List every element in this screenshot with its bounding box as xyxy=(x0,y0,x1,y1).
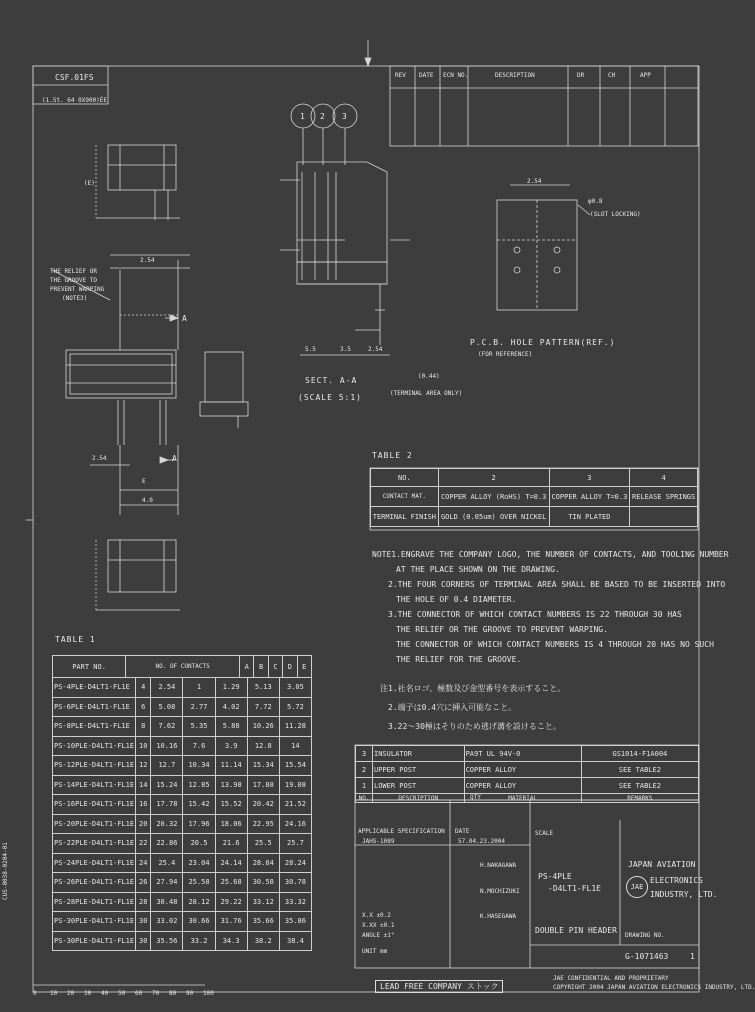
note-line: AT THE PLACE SHOWN ON THE DRAWING. xyxy=(396,565,560,574)
note-line: 3.THE CONNECTOR OF WHICH CONTACT NUMBERS IS 22 THROUGH 30 HAS xyxy=(388,610,682,619)
table1-cell: 15.42 xyxy=(183,795,215,815)
table1-cell: 12.85 xyxy=(183,775,215,795)
company-name-3: INDUSTRY, LTD. xyxy=(650,890,718,899)
tolerance-2: X.XX ±0.1 xyxy=(362,922,395,929)
approved-by: K.HASEGAWA xyxy=(480,913,517,920)
table1-cell: 28 xyxy=(136,892,151,912)
table1-cell: 17.78 xyxy=(151,795,183,815)
table1-head: B xyxy=(254,656,268,678)
relief-note-4: (NOTE3) xyxy=(62,295,88,302)
table1-row xyxy=(53,717,312,737)
dim-55: 5.5 xyxy=(305,346,316,353)
ruler-label: 40 xyxy=(101,990,109,997)
table1-cell: 17.88 xyxy=(247,775,279,795)
table1-cell: 7.6 xyxy=(183,736,215,756)
ruler-label: 70 xyxy=(152,990,160,997)
model-number-suffix: -D4LT1-FL1E xyxy=(548,884,601,893)
top-left-code: CSF.01FS xyxy=(55,73,94,82)
table1-cell: 30.58 xyxy=(247,873,279,893)
note-line: THE CONNECTOR OF WHICH CONTACT NUMBERS IS 4 THROUGH 20 HAS NO SUCH xyxy=(396,640,714,649)
table1-cell: 30 xyxy=(136,931,151,951)
table1-cell: 29.22 xyxy=(215,892,247,912)
table1-cell: 33.12 xyxy=(247,892,279,912)
front-view-body xyxy=(108,145,176,190)
table1-cell: 16 xyxy=(136,795,151,815)
table1-row xyxy=(53,931,312,951)
bom-material: COPPER ALLOY xyxy=(464,778,581,794)
dim-slot-note: (SLOT LOCKING) xyxy=(590,211,641,218)
table1-cell: 12.8 xyxy=(247,736,279,756)
note-line: THE RELIEF FOR THE GROOVE. xyxy=(396,655,522,664)
dim-hole-dia: φ0.8 xyxy=(588,198,603,205)
table1-cell: 25.5 xyxy=(247,834,279,854)
table2 xyxy=(370,468,698,527)
table1-head: E xyxy=(297,656,311,678)
table1-cell: 21.52 xyxy=(279,795,311,815)
table1-cell: 4 xyxy=(136,678,151,698)
table1-cell: 20 xyxy=(136,814,151,834)
table1-row xyxy=(53,775,312,795)
date-label: DATE xyxy=(455,828,470,835)
table2-head: 3 xyxy=(549,469,630,487)
table1-cell: 30.48 xyxy=(151,892,183,912)
jp-note-line: 2.端子は0.4穴に挿入可能なこと。 xyxy=(388,703,517,712)
table2-head: 2 xyxy=(438,469,549,487)
bom-material: COPPER ALLOY xyxy=(464,762,581,778)
table1-cell: PS-20PLE-D4LT1-FL1E xyxy=(53,814,136,834)
table1-cell: 22 xyxy=(136,834,151,854)
table1-cell: 15.52 xyxy=(215,795,247,815)
table1-cell: 10.16 xyxy=(151,736,183,756)
relief-note-3: PREVENT WARPING xyxy=(50,286,105,293)
tolerance-1: X.X ±0.2 xyxy=(362,912,391,919)
table1-cell: 33.2 xyxy=(183,931,215,951)
ruler-label: 90 xyxy=(186,990,194,997)
revision-block xyxy=(390,66,698,146)
rev-col-dr: DR xyxy=(577,72,585,79)
jp-note-line: 注1.社名ロゴ、極数及び金型番号を表示すること。 xyxy=(380,684,566,693)
footer-confidential: JAE CONFIDENTIAL AND PROPRIETARY xyxy=(553,975,669,982)
bom-no: 1 xyxy=(356,778,373,794)
company-logo-icon: JAE xyxy=(626,876,648,898)
section-mark-a-bottom: A xyxy=(172,454,177,463)
side-view-body xyxy=(205,352,243,402)
table1-cell: 11.28 xyxy=(279,717,311,737)
table1-cell: 15.34 xyxy=(247,756,279,776)
bom-head-qty: QTY xyxy=(470,794,481,801)
ruler-label: 60 xyxy=(135,990,143,997)
dim-044: (0.44) xyxy=(418,373,440,380)
scale-label: SCALE xyxy=(535,830,554,837)
dim-35: 3.5 xyxy=(340,346,351,353)
note-line: 2.THE FOUR CORNERS OF TERMINAL AREA SHALL BE BASED TO BE INSERTED INTO xyxy=(388,580,726,589)
table1-cell: 22.86 xyxy=(151,834,183,854)
table1-cell: 7.62 xyxy=(151,717,183,737)
table1-cell: 5.35 xyxy=(183,717,215,737)
section-scale: (SCALE 5:1) xyxy=(298,393,362,402)
table1-body xyxy=(52,677,312,951)
table1-cell: 31.76 xyxy=(215,912,247,932)
table1-cell: PS-28PLE-D4LT1-FL1E xyxy=(53,892,136,912)
rev-col-date: DATE xyxy=(419,72,434,79)
rev-col-desc: DESCRIPTION xyxy=(495,72,535,79)
table1-row xyxy=(53,736,312,756)
bom-no: 3 xyxy=(356,746,373,762)
checked-by: N.MOCHIZUKI xyxy=(480,888,520,895)
company-name-1: JAPAN AVIATION xyxy=(628,860,696,869)
ruler-label: 20 xyxy=(67,990,75,997)
table2-cell: RELEASE SPRINGS xyxy=(630,487,698,507)
ruler-label: 0 xyxy=(33,990,37,997)
table2-cell: GOLD (0.05um) OVER NICKEL xyxy=(438,507,549,527)
table1-cell: 12 xyxy=(136,756,151,776)
table1-cell: 2.54 xyxy=(151,678,183,698)
table2-title: TABLE 2 xyxy=(372,451,413,460)
note-line: NOTE1.ENGRAVE THE COMPANY LOGO, THE NUMBER OF CONTACTS, AND TOOLING NUMBER xyxy=(372,550,729,559)
date-value: 57.04.23.2004 xyxy=(458,838,505,845)
table1-cell: 15.54 xyxy=(279,756,311,776)
table1-head: A xyxy=(240,656,254,678)
table1-cell: 23.04 xyxy=(183,853,215,873)
table1-cell: 24.16 xyxy=(279,814,311,834)
table1-cell: 6 xyxy=(136,697,151,717)
relief-note-2: THE GROOVE TO xyxy=(50,277,97,284)
section-mark-a-top: A xyxy=(182,314,187,323)
table1-cell: 28.24 xyxy=(279,853,311,873)
balloon-label-1: 1 xyxy=(300,112,305,121)
spec-label: APPLICABLE SPECIFICATION xyxy=(358,828,445,835)
bom-remark: SEE TABLE2 xyxy=(581,762,698,778)
table1-row xyxy=(53,814,312,834)
table1-row xyxy=(53,892,312,912)
bom-no: 2 xyxy=(356,762,373,778)
table1-row xyxy=(53,873,312,893)
table1-cell: PS-6PLE-D4LT1-FL1E xyxy=(53,697,136,717)
table2-cell: CONTACT MAT. xyxy=(371,487,439,507)
footer-copyright: COPYRIGHT 2004 JAPAN AVIATION ELECTRONICS INDUSTRY, LTD. xyxy=(553,984,755,991)
table1-row xyxy=(53,834,312,854)
table1-row xyxy=(53,678,312,698)
table1-cell: 35.66 xyxy=(247,912,279,932)
table1-row xyxy=(53,853,312,873)
ruler-label: 30 xyxy=(84,990,92,997)
bom-name: UPPER POST xyxy=(373,762,465,778)
drawing-no: G-1071463 xyxy=(625,952,669,961)
section-note: (TERMINAL AREA ONLY) xyxy=(390,390,463,397)
pcb-subtitle: (FOR REFERENCE) xyxy=(478,351,533,358)
rev-col-ch: CH xyxy=(608,72,616,79)
bom-head: MATERIAL xyxy=(464,794,581,803)
table1-cell: 28.04 xyxy=(247,853,279,873)
relief-note-1: THE RELIEF OR xyxy=(50,268,97,275)
table1-cell: 1 xyxy=(183,678,215,698)
table1-head: D xyxy=(283,656,297,678)
table1-cell: 27.94 xyxy=(151,873,183,893)
drawing-no-label: DRAWING NO. xyxy=(625,932,665,939)
lead-free-badge: LEAD FREE COMPANY ストック xyxy=(375,980,503,993)
ruler-label: 50 xyxy=(118,990,126,997)
note-line: THE RELIEF OR THE GROOVE TO PREVENT WARPING. xyxy=(396,625,608,634)
bom-table xyxy=(355,745,699,803)
top-left-desc: (1.5t. 64 0X900)ÉE xyxy=(42,97,108,104)
ruler-label: 10 xyxy=(50,990,58,997)
table1-cell: 34.3 xyxy=(215,931,247,951)
bom-head: DESCRIPTION xyxy=(373,794,465,803)
table2-cell: COPPER ALLOY T=0.3 xyxy=(549,487,630,507)
note-line: THE HOLE OF 0.4 DIAMETER. xyxy=(396,595,517,604)
jp-notes-block xyxy=(380,684,565,741)
table1-cell: 22.95 xyxy=(247,814,279,834)
table1-cell: PS-22PLE-D4LT1-FL1E xyxy=(53,834,136,854)
table1-row xyxy=(53,795,312,815)
top-arrow-head xyxy=(365,58,371,66)
table1-cell: 35.86 xyxy=(279,912,311,932)
table1-row xyxy=(53,912,312,932)
table1-cell: PS-26PLE-D4LT1-FL1E xyxy=(53,873,136,893)
dim-254-pitch: 2.54 xyxy=(92,455,107,462)
table2-cell: TIN PLATED xyxy=(549,507,630,527)
table1-head: C xyxy=(268,656,282,678)
table1-cell: 8 xyxy=(136,717,151,737)
table1-cell: 18.06 xyxy=(215,814,247,834)
balloon-label-2: 2 xyxy=(320,112,325,121)
table1-cell: 3.05 xyxy=(279,678,311,698)
table1-cell: 28.12 xyxy=(183,892,215,912)
table1-cell: 5.88 xyxy=(215,717,247,737)
table2-head: 4 xyxy=(630,469,698,487)
drawn-by: H.NAKAGAWA xyxy=(480,862,517,869)
table1-cell: 14 xyxy=(136,775,151,795)
table1-cell: 24 xyxy=(136,853,151,873)
table1-cell: 10.26 xyxy=(247,717,279,737)
tolerance-3: ANGLE ±1° xyxy=(362,932,395,939)
section-title: SECT. A-A xyxy=(305,376,358,385)
model-number: PS-4PLE xyxy=(538,872,572,881)
table1-cell: PS-12PLE-D4LT1-FL1E xyxy=(53,756,136,776)
table2-cell xyxy=(630,507,698,527)
table1-row xyxy=(53,697,312,717)
table1-cell: 25.4 xyxy=(151,853,183,873)
table1-cell: 3.9 xyxy=(215,736,247,756)
ruler-label: 80 xyxy=(169,990,177,997)
table1-cell: 7.72 xyxy=(247,697,279,717)
balloon-label-3: 3 xyxy=(342,112,347,121)
table1-cell: PS-24PLE-D4LT1-FL1E xyxy=(53,853,136,873)
table1-cell: 20.5 xyxy=(183,834,215,854)
table1-cell: 38.4 xyxy=(279,931,311,951)
units: UNIT mm xyxy=(362,948,388,955)
table1 xyxy=(52,655,312,678)
bom-head: REMARKS xyxy=(581,794,698,803)
bom-remark: SEE TABLE2 xyxy=(581,778,698,794)
plan-view-body xyxy=(66,350,176,398)
table1-cell: 17.96 xyxy=(183,814,215,834)
table1-cell: 20.32 xyxy=(151,814,183,834)
table1-cell: 13.98 xyxy=(215,775,247,795)
table1-cell: PS-30PLE-D4LT1-FL1E xyxy=(53,912,136,932)
table1-cell: 11.14 xyxy=(215,756,247,776)
table1-cell: 19.08 xyxy=(279,775,311,795)
section-body xyxy=(297,162,387,262)
table1-cell: 21.6 xyxy=(215,834,247,854)
sheet-number: 1 xyxy=(690,952,695,961)
table1-cell: 5.13 xyxy=(247,678,279,698)
table1-cell: PS-8PLE-D4LT1-FL1E xyxy=(53,717,136,737)
notes-block xyxy=(372,550,728,670)
table1-cell: 30.78 xyxy=(279,873,311,893)
company-name-2: ELECTRONICS xyxy=(650,876,703,885)
table1-cell: PS-16PLE-D4LT1-FL1E xyxy=(53,795,136,815)
dim-e: (E) xyxy=(84,180,95,187)
table1-cell: PS-4PLE-D4LT1-FL1E xyxy=(53,678,136,698)
spec-value: JAHS-1089 xyxy=(362,838,395,845)
bottom-view-body xyxy=(108,540,176,592)
table1-head: PART NO. xyxy=(53,656,126,678)
bom-material: PA9T UL 94V-0 xyxy=(464,746,581,762)
table1-cell: PS-14PLE-D4LT1-FL1E xyxy=(53,775,136,795)
table1-cell: 25.68 xyxy=(215,873,247,893)
table1-cell: 10.34 xyxy=(183,756,215,776)
pcb-title: P.C.B. HOLE PATTERN(REF.) xyxy=(470,338,616,347)
table1-cell: 26 xyxy=(136,873,151,893)
table1-cell: 20.42 xyxy=(247,795,279,815)
table1-cell: 33.02 xyxy=(151,912,183,932)
table1-cell: 24.14 xyxy=(215,853,247,873)
jp-note-line: 3.22～30極はそりのため逃げ溝を設けること。 xyxy=(388,722,561,731)
table1-cell: 12.7 xyxy=(151,756,183,776)
bom-name: INSULATOR xyxy=(373,746,465,762)
side-code: CUS-0038-0204-01 xyxy=(2,842,9,900)
ruler-label: 100 xyxy=(203,990,214,997)
table1-cell: 15.24 xyxy=(151,775,183,795)
bom-head: NO. xyxy=(356,794,373,803)
table1-cell: PS-30PLE-D4LT1-FL1E xyxy=(53,931,136,951)
table1-cell: 5.72 xyxy=(279,697,311,717)
table1-cell: 10 xyxy=(136,736,151,756)
table2-cell: TERMINAL FINISH xyxy=(371,507,439,527)
table1-cell: 30 xyxy=(136,912,151,932)
table1-cell: 30.66 xyxy=(183,912,215,932)
table1-cell: 4.02 xyxy=(215,697,247,717)
table1-cell: 35.56 xyxy=(151,931,183,951)
table1-cell: 38.2 xyxy=(247,931,279,951)
rev-col-app: APP xyxy=(640,72,651,79)
table1-title: TABLE 1 xyxy=(55,635,96,644)
table1-cell: 1.29 xyxy=(215,678,247,698)
rev-col-ecn: ECN NO. xyxy=(443,72,469,79)
dim-254-section: 2.54 xyxy=(368,346,383,353)
bom-remark: GS1014-F1A004 xyxy=(581,746,698,762)
table2-head: NO. xyxy=(371,469,439,487)
table2-cell: COPPER ALLOY (RoHS) T=0.3 xyxy=(438,487,549,507)
dim-254-top: 2.54 xyxy=(140,257,155,264)
table1-head: NO. OF CONTACTS xyxy=(126,656,240,678)
dim-254-pcb: 2.54 xyxy=(527,178,542,185)
table1-cell: 25.7 xyxy=(279,834,311,854)
dim-40: 4.0 xyxy=(142,497,153,504)
drawing-title: DOUBLE PIN HEADER xyxy=(535,926,617,935)
table1-cell: PS-10PLE-D4LT1-FL1E xyxy=(53,736,136,756)
table1-cell: 33.32 xyxy=(279,892,311,912)
rev-col-rev: REV xyxy=(395,72,406,79)
dim-e-bottom: E xyxy=(142,478,146,485)
bom-name: LOWER POST xyxy=(373,778,465,794)
table1-cell: 5.08 xyxy=(151,697,183,717)
table1-row xyxy=(53,756,312,776)
table1-cell: 25.58 xyxy=(183,873,215,893)
table1-cell: 2.77 xyxy=(183,697,215,717)
table1-cell: 14 xyxy=(279,736,311,756)
